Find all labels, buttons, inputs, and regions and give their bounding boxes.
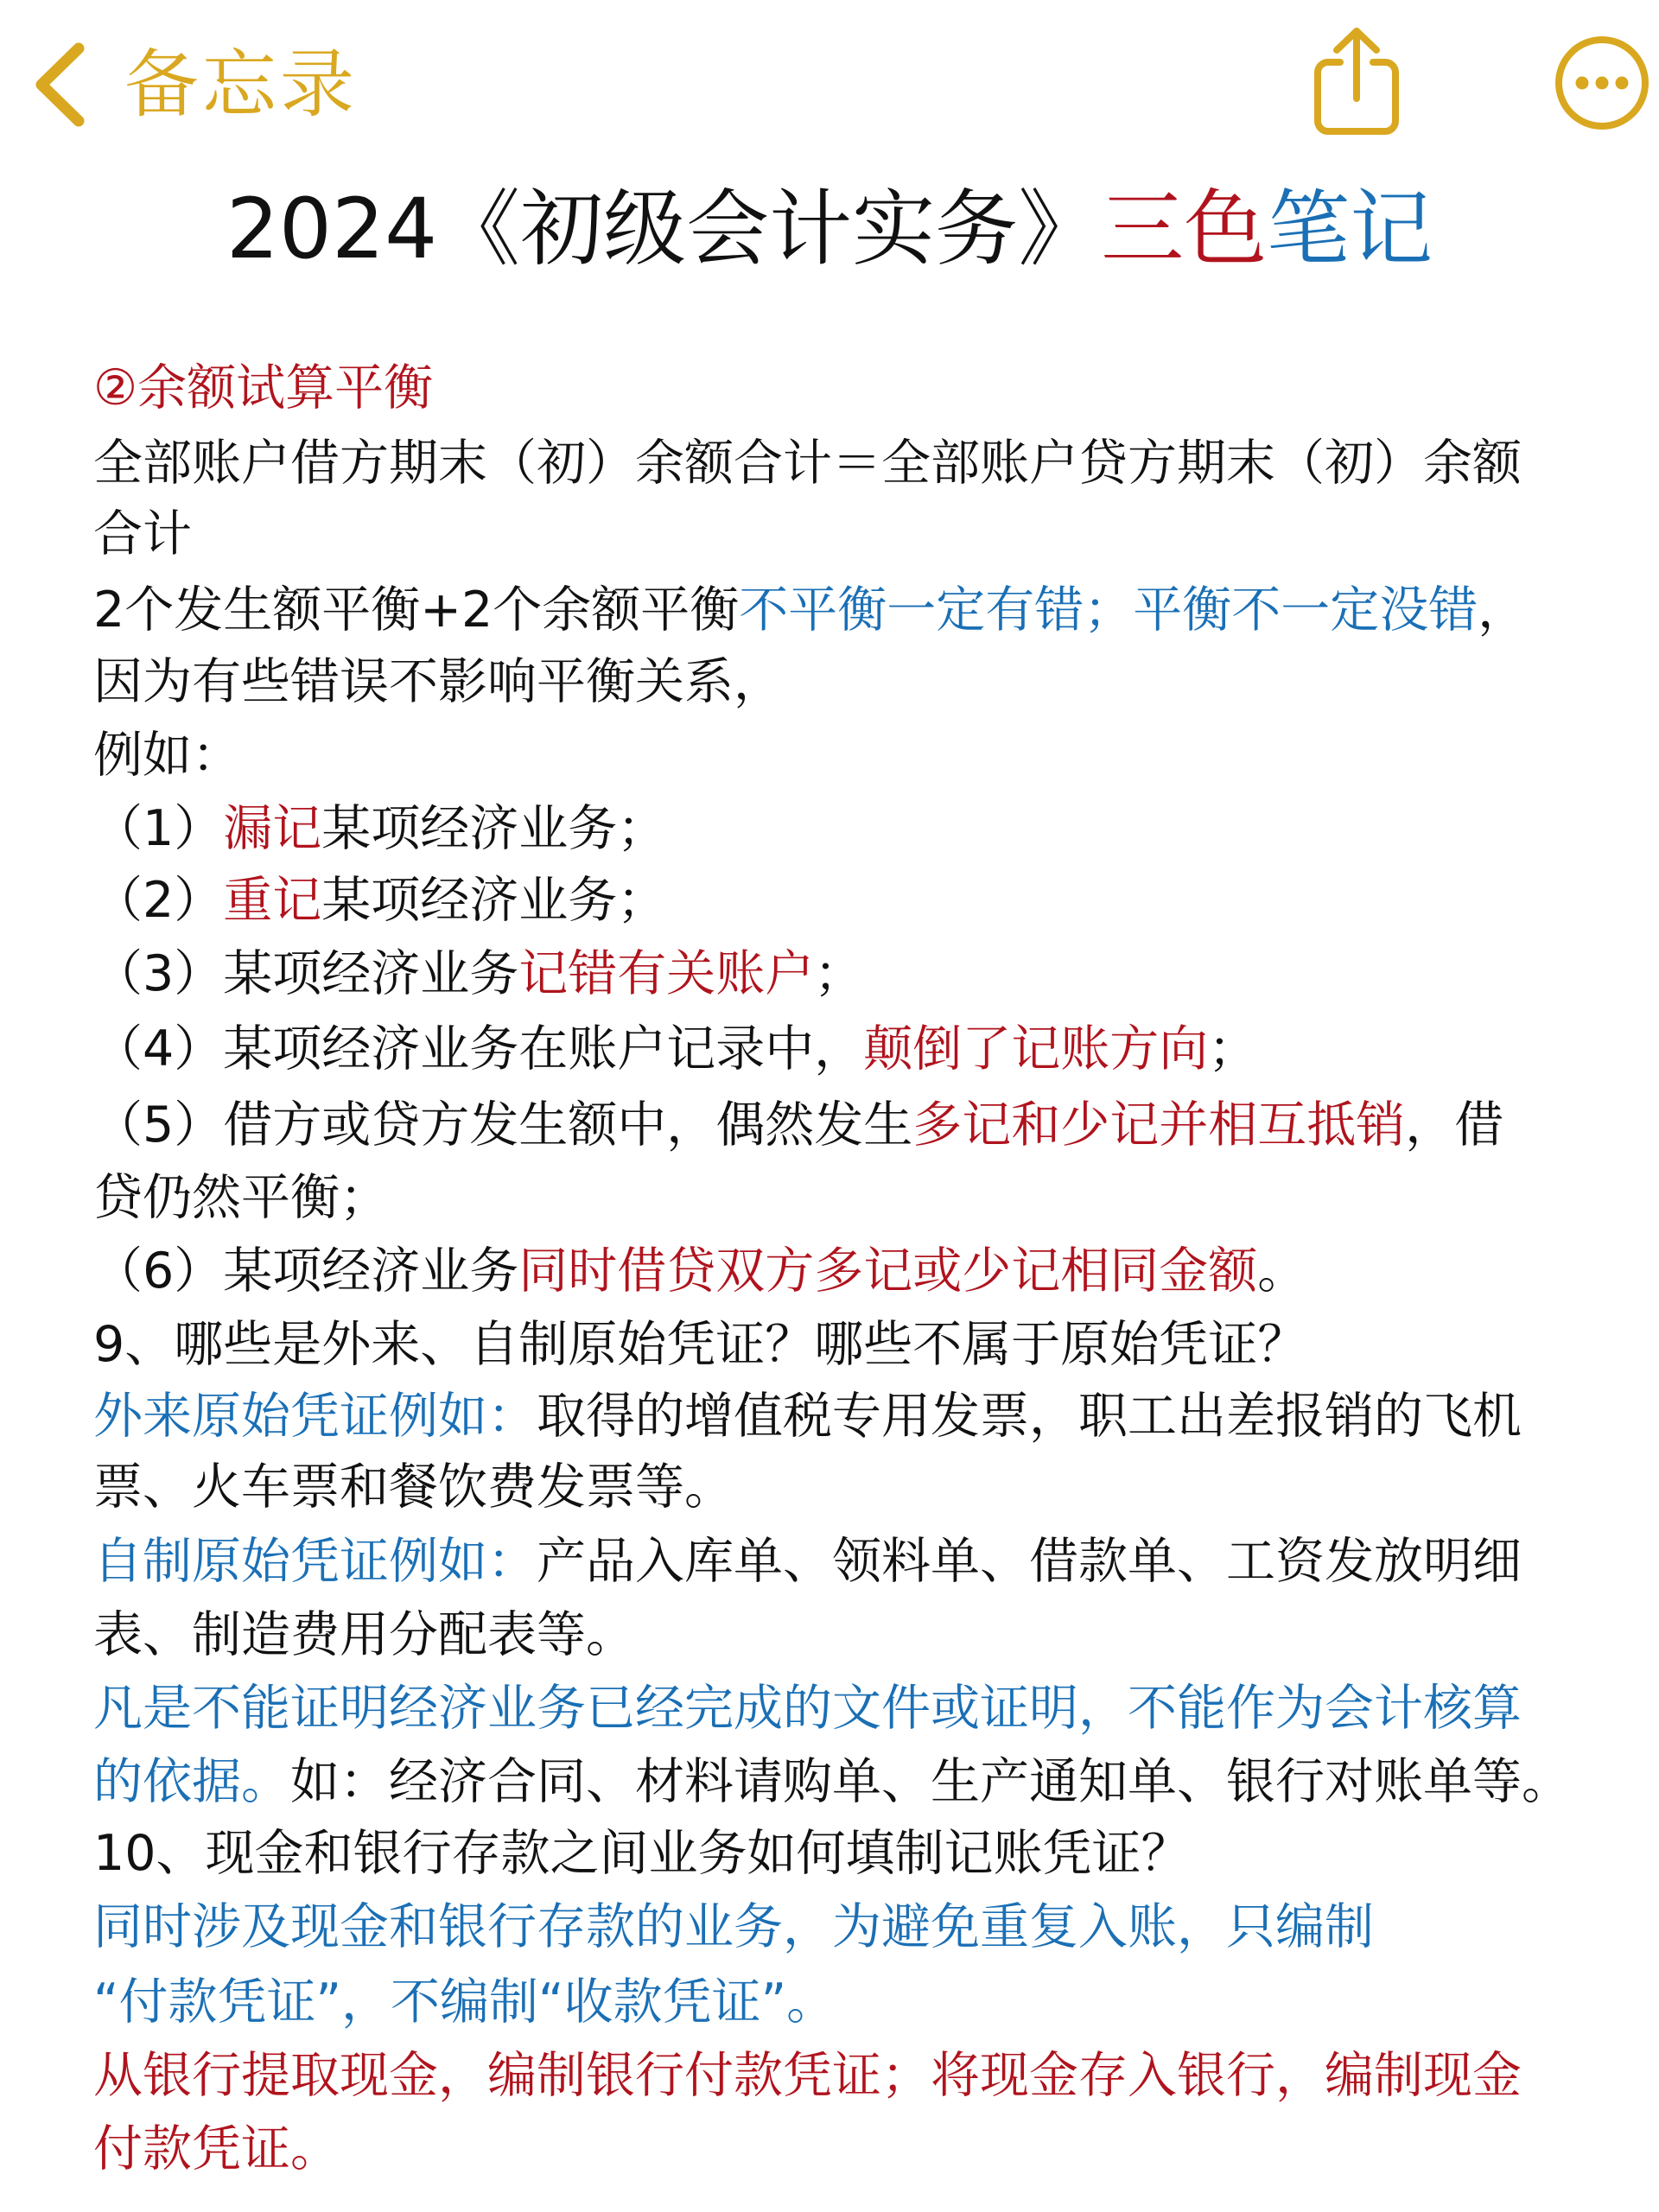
navigation-bar <box>0 0 1659 164</box>
share-button[interactable] <box>1309 24 1404 137</box>
note-text-segment: 同时借贷双方多记或少记相同金额 <box>518 1243 1258 1300</box>
note-text-segment: （5）借方或贷方发生额中，偶然发生 <box>93 1096 913 1154</box>
note-line <box>93 2114 340 2183</box>
note-text-segment: （6）某项经济业务 <box>93 1243 519 1300</box>
note-text-segment: ； <box>1208 1020 1258 1077</box>
note-text-segment: 全部账户借方期末（初）余额合计＝全部账户贷方期末（初）余额 <box>93 435 1522 492</box>
note-text-segment: 自制原始凭证例如： <box>93 1533 537 1590</box>
note-text-segment: 合计 <box>93 505 192 563</box>
note-line <box>93 499 192 569</box>
title-blue-part: 笔记 <box>1267 181 1433 277</box>
note-text-segment: （1） <box>93 800 224 857</box>
note-text-segment: 因为有些错误不影响平衡关系， <box>93 653 783 710</box>
note-text-segment: 某项经济业务； <box>321 800 667 857</box>
note-line <box>93 647 783 716</box>
note-line <box>93 1090 1503 1160</box>
note-line <box>93 939 863 1008</box>
note-text-segment: 2个发生额平衡+2个余额平衡 <box>93 582 740 639</box>
note-line <box>93 1747 1571 1816</box>
note-text-segment: 从银行提取现金，编制银行付款凭证；将现金存入银行，编制现金 <box>93 2047 1522 2104</box>
note-line <box>93 353 433 423</box>
note-text-segment: 如：经济合同、材料请购单、生产通知单、银行对账单等。 <box>290 1753 1571 1810</box>
note-line <box>93 794 666 863</box>
note-text-segment: 漏记 <box>223 800 322 857</box>
note-text-segment: ②余额试算平衡 <box>93 359 434 416</box>
share-icon <box>1309 124 1404 140</box>
note-line <box>93 1819 1191 1888</box>
note-text-segment: 。 <box>1257 1243 1307 1300</box>
note-line <box>93 1674 1522 1743</box>
note-text-segment: 的依据。 <box>93 1753 290 1810</box>
note-line <box>93 2041 1522 2110</box>
note-text-segment: （4）某项经济业务在账户记录中， <box>93 1020 864 1077</box>
note-line <box>93 1382 1522 1451</box>
note-title <box>0 173 1659 285</box>
note-text-segment: 贷仍然平衡； <box>93 1169 389 1226</box>
note-line <box>93 866 666 935</box>
note-text-segment: 颠倒了记账方向 <box>863 1020 1209 1077</box>
note-line <box>93 1014 1257 1084</box>
note-text-segment: 9、哪些是外来、自制原始凭证？哪些不属于原始凭证？ <box>93 1316 1307 1373</box>
note-line <box>93 1163 389 1232</box>
note-text-segment: 重记 <box>223 872 322 929</box>
title-red-part: 三色 <box>1101 181 1268 277</box>
note-line <box>93 575 1527 645</box>
note-text-segment: 票、火车票和餐饮费发票等。 <box>93 1459 734 1516</box>
back-label: 备忘录 <box>124 41 358 128</box>
note-text-segment: （2） <box>93 872 224 929</box>
note-text-segment: “付款凭证”，不编制“收款凭证”。 <box>93 1974 836 2031</box>
note-text-segment: 记错有关账户 <box>518 945 815 1002</box>
note-line <box>93 1236 1306 1306</box>
note-text-segment: 产品入库单、领料单、借款单、工资发放明细 <box>537 1533 1522 1590</box>
title-prefix: 2024《初级会计实务》 <box>226 181 1102 277</box>
note-text-segment: 表、制造费用分配表等。 <box>93 1606 635 1663</box>
note-text-segment: 多记和少记并相互抵销 <box>912 1096 1406 1154</box>
note-text-segment: 10、现金和银行存款之间业务如何填制记账凭证？ <box>93 1825 1191 1882</box>
note-text-segment: 某项经济业务； <box>321 872 667 929</box>
more-options-button[interactable] <box>1554 35 1650 131</box>
note-text-segment: 外来原始凭证例如： <box>93 1388 537 1445</box>
note-line <box>93 1892 1374 1961</box>
note-line <box>93 1310 1306 1379</box>
note-text-segment: 凡是不能证明经济业务已经完成的文件或证明，不能作为会计核算 <box>93 1680 1522 1737</box>
note-text-segment: ， <box>1478 582 1528 639</box>
back-button[interactable] <box>31 35 358 134</box>
note-line <box>93 429 1522 498</box>
note-text-segment: 不平衡一定有错；平衡不一定没错 <box>739 582 1478 639</box>
note-line <box>93 721 241 790</box>
note-text-segment: ，借 <box>1405 1096 1504 1154</box>
note-text-segment: 同时涉及现金和银行存款的业务，为避免重复入账，只编制 <box>93 1898 1374 1955</box>
note-line <box>93 1452 734 1522</box>
chevron-left-icon <box>31 41 88 128</box>
note-line <box>93 1967 836 2037</box>
ellipsis-circle-icon <box>1554 118 1650 135</box>
note-line <box>93 1527 1522 1596</box>
note-text-segment: 取得的增值税专用发票，职工出差报销的飞机 <box>537 1388 1522 1445</box>
note-text-segment: ； <box>814 945 864 1002</box>
note-text-segment: 例如： <box>93 727 241 784</box>
note-text-segment: （3）某项经济业务 <box>93 945 519 1002</box>
note-text-segment: 付款凭证。 <box>93 2120 340 2177</box>
note-line <box>93 1600 635 1669</box>
